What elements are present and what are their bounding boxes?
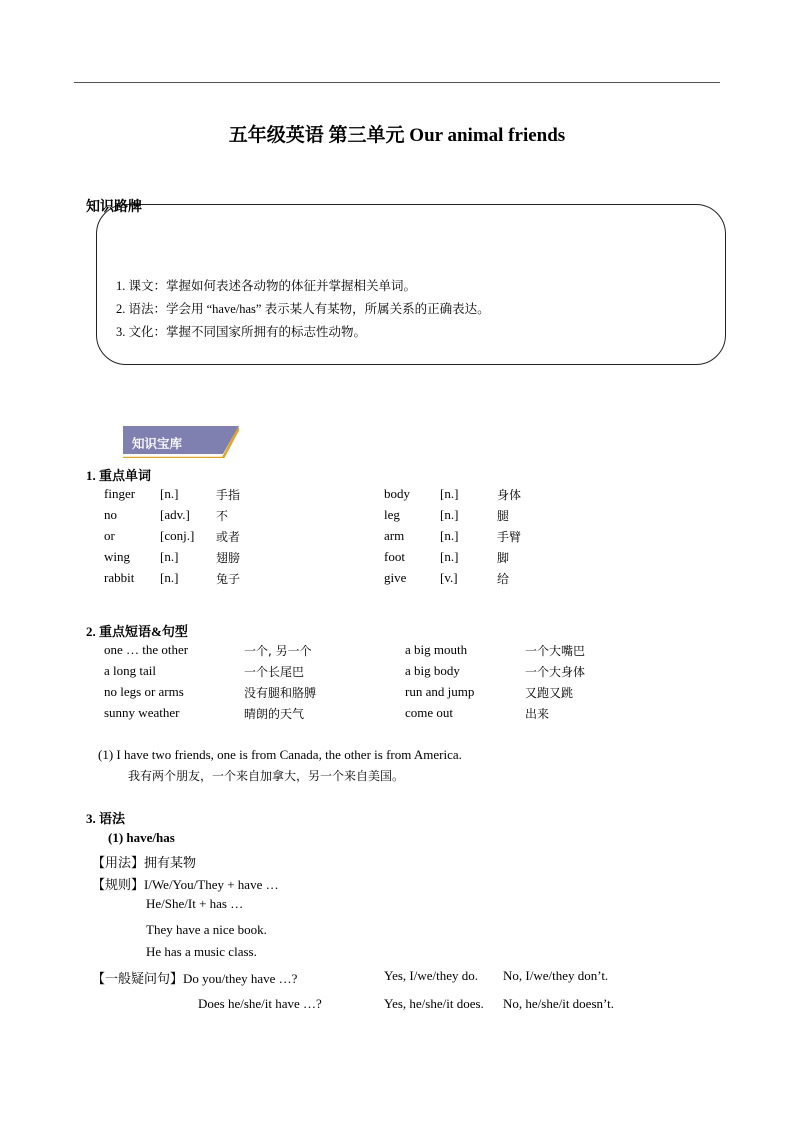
- vocab-word: body: [384, 486, 410, 501]
- phrase-cn: 一个, 另一个: [244, 644, 312, 658]
- vocab-pos: [adv.]: [160, 507, 190, 522]
- vocab-word: rabbit: [104, 570, 135, 585]
- question-form: Does he/she/it have …?: [198, 996, 322, 1011]
- phrase-en: come out: [405, 705, 454, 720]
- phrase-en: sunny weather: [104, 705, 180, 720]
- answer-yes: Yes, he/she/it does.: [384, 996, 484, 1011]
- vocab-word: arm: [384, 528, 405, 543]
- header-rule: [74, 82, 720, 83]
- page-title: 五年级英语 第三单元 Our animal friends: [228, 125, 566, 146]
- phrase-cn: 一个大嘴巴: [525, 644, 586, 658]
- vocab-pos: [v.]: [440, 570, 458, 585]
- vocab-pos: [n.]: [160, 570, 179, 585]
- grammar-example: They have a nice book.: [146, 922, 267, 937]
- vocab-pos: [n.]: [440, 507, 459, 522]
- grammar-usage: 【用法】拥有某物: [92, 855, 197, 870]
- vocab-meaning: 翅膀: [216, 551, 241, 565]
- grammar-rule: 【规则】I/We/You/They + have …: [92, 877, 279, 892]
- phrase-en: one … the other: [104, 642, 189, 657]
- vocab-heading: 1. 重点单词: [86, 468, 152, 483]
- vocab-word: or: [104, 528, 115, 543]
- phrase-cn: 又跑又跳: [525, 686, 574, 700]
- objective-3: 3. 文化：掌握不同国家所拥有的标志性动物。: [116, 325, 367, 339]
- vocab-word: give: [384, 570, 407, 585]
- phrase-en: a long tail: [104, 663, 156, 678]
- grammar-heading: 3. 语法: [86, 811, 126, 826]
- vocab-word: wing: [104, 549, 130, 564]
- phrase-cn: 出来: [525, 707, 550, 721]
- phrase-en: a big mouth: [405, 642, 468, 657]
- vocab-word: no: [104, 507, 117, 522]
- phrase-cn: 一个长尾巴: [244, 665, 305, 679]
- question-form: 【一般疑问句】Do you/they have …?: [92, 971, 298, 986]
- objective-2: 2. 语法：学会用 “have/has” 表示某人有某物，所属关系的正确表达。: [116, 302, 490, 316]
- phrase-cn: 一个大身体: [525, 665, 586, 679]
- vocab-meaning: 给: [497, 572, 510, 586]
- phrase-en: run and jump: [405, 684, 475, 699]
- vocab-pos: [n.]: [440, 549, 459, 564]
- example-translation: 我有两个朋友，一个来自加拿大，另一个来自美国。: [128, 769, 405, 783]
- phrase-en: no legs or arms: [104, 684, 184, 699]
- phrase-cn: 晴朗的天气: [244, 707, 305, 721]
- vocab-pos: [n.]: [440, 486, 459, 501]
- roadmap-label: 知识路牌: [86, 200, 142, 215]
- vocab-word: finger: [104, 486, 136, 501]
- grammar-subheading: (1) have/has: [108, 830, 175, 845]
- vocab-meaning: 身体: [497, 488, 522, 502]
- vocab-pos: [n.]: [440, 528, 459, 543]
- objective-1: 1. 课文：掌握如何表述各动物的体征并掌握相关单词。: [116, 279, 417, 293]
- vocab-pos: [conj.]: [160, 528, 195, 543]
- vocab-word: foot: [384, 549, 405, 564]
- grammar-rule: He/She/It + has …: [146, 896, 244, 911]
- vocab-meaning: 腿: [497, 509, 510, 523]
- treasury-label: 知识宝库: [132, 437, 183, 451]
- vocab-word: leg: [384, 507, 400, 522]
- answer-yes: Yes, I/we/they do.: [384, 968, 479, 983]
- phrase-en: a big body: [405, 663, 460, 678]
- phrase-cn: 没有腿和胳膊: [244, 686, 317, 700]
- vocab-pos: [n.]: [160, 486, 179, 501]
- grammar-example: He has a music class.: [146, 944, 257, 959]
- answer-no: No, I/we/they don’t.: [503, 968, 609, 983]
- phrases-heading: 2. 重点短语&句型: [86, 624, 188, 639]
- vocab-pos: [n.]: [160, 549, 179, 564]
- answer-no: No, he/she/it doesn’t.: [503, 996, 614, 1011]
- example-sentence: (1) I have two friends, one is from Canada, the other is from America.: [98, 747, 462, 762]
- vocab-meaning: 手指: [216, 488, 241, 502]
- vocab-meaning: 或者: [216, 530, 241, 544]
- vocab-meaning: 手臂: [497, 530, 522, 544]
- vocab-meaning: 脚: [497, 551, 510, 565]
- vocab-meaning: 不: [216, 509, 229, 523]
- vocab-meaning: 兔子: [216, 572, 241, 586]
